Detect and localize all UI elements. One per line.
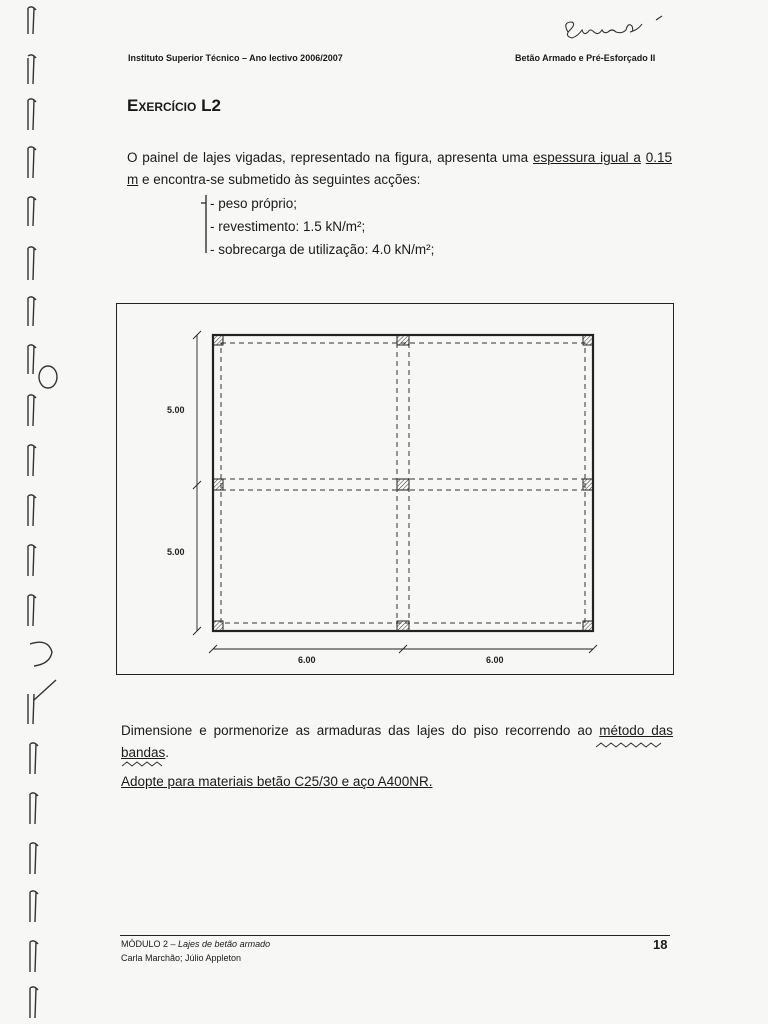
intro-underlined-thickness: espessura igual a	[532, 150, 641, 165]
column	[583, 621, 593, 631]
handwritten-squiggle	[594, 741, 674, 751]
footer-authors: Carla Marchão; Júlio Appleton	[121, 953, 242, 963]
intro-text-1: O painel de lajes vigadas, representado na figura, apresenta uma	[127, 150, 533, 165]
footer-info	[121, 937, 270, 965]
column	[397, 335, 409, 345]
handwritten-squiggle	[120, 760, 164, 770]
task-underlined-method: método das bandas	[121, 723, 674, 760]
column	[583, 479, 593, 490]
intro-underlined-value: 0.15 m	[127, 150, 672, 187]
column	[583, 335, 593, 345]
exercise-title: Exercício L2	[127, 96, 221, 115]
dim-label-x-left: 6.00	[298, 655, 316, 665]
intro-paragraph	[127, 147, 672, 191]
spiral-binding	[0, 0, 60, 1024]
task-text-1: Dimensione e pormenorize as armaduras das lajes do piso recorrendo ao	[121, 723, 600, 738]
column	[213, 335, 223, 345]
load-bracket-mark	[200, 193, 210, 255]
header-institution: Instituto Superior Técnico – Ano lectivo 2006/2007	[128, 53, 343, 63]
column	[213, 479, 223, 490]
floor-plan-drawing	[117, 304, 675, 676]
floor-plan-figure	[116, 303, 674, 675]
intro-text-3: e encontra-se submetido às seguintes acções:	[138, 172, 421, 187]
page-number: 18	[653, 937, 668, 952]
handwritten-signature	[560, 14, 670, 44]
horizontal-dimension	[209, 645, 597, 653]
footer-module: MÓDULO 2 –	[121, 939, 179, 949]
materials-statement: Adopte para materiais betão C25/30 e aço A400NR.	[121, 774, 433, 789]
header-course: Betão Armado e Pré-Esforçado II	[515, 53, 656, 63]
load-item: - peso próprio;	[210, 192, 434, 215]
load-list	[210, 192, 434, 261]
dim-label-y-bottom: 5.00	[167, 547, 185, 557]
column	[397, 621, 409, 631]
vertical-dimension	[193, 331, 201, 635]
task-paragraph	[121, 720, 673, 764]
footer-divider	[120, 935, 670, 936]
footer-module-topic: Lajes de betão armado	[178, 939, 271, 949]
column	[397, 479, 409, 490]
columns	[213, 335, 593, 631]
dim-label-y-top: 5.00	[167, 405, 185, 415]
load-item: - revestimento: 1.5 kN/m²;	[210, 215, 434, 238]
load-item: - sobrecarga de utilização: 4.0 kN/m²;	[210, 238, 434, 261]
task-text-2: .	[165, 745, 170, 760]
column	[213, 621, 223, 631]
dim-label-x-right: 6.00	[486, 655, 504, 665]
